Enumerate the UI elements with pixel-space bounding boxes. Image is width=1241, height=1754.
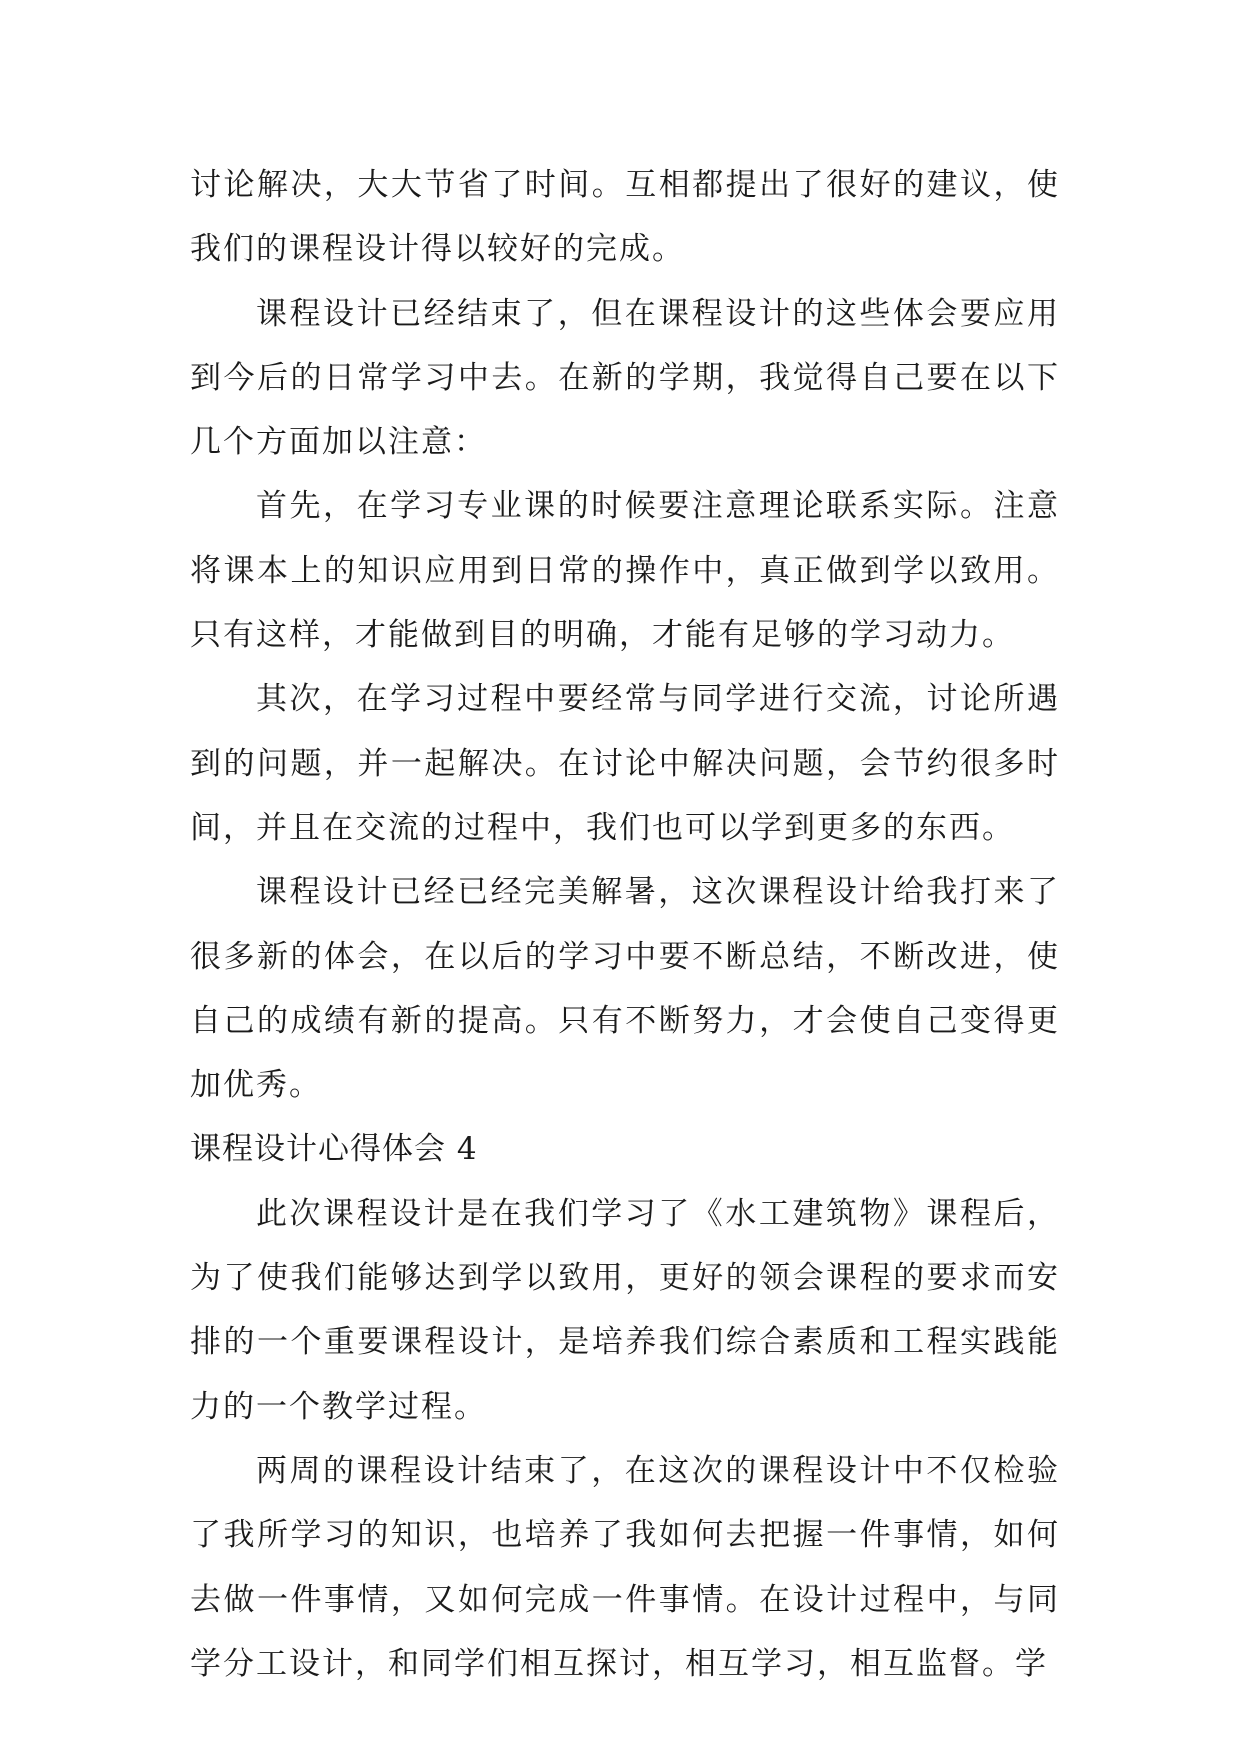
paragraph-continuation: 讨论解决，大大节省了时间。互相都提出了很好的建议，使我们的课程设计得以较好的完成。 xyxy=(190,167,1060,268)
paragraph: 课程设计已经结束了，但在课程设计的这些体会要应用到今后的日常学习中去。在新的学期，我觉得自己要在以下几个方面加以注意： xyxy=(190,295,1060,461)
paragraph: 首先，在学习专业课的时候要注意理论联系实际。注意将课本上的知识应用到日常的操作中，真正做到学以致用。只有这样，才能做到目的明确，才能有足够的学习动力。 xyxy=(190,488,1060,654)
section-heading: 课程设计心得体会 4 xyxy=(190,1131,478,1168)
document-body xyxy=(190,153,1060,1696)
paragraph: 两周的课程设计结束了，在这次的课程设计中不仅检验了我所学习的知识，也培养了我如何去把握一件事情，如何去做一件事情，又如何完成一件事情。在设计过程中，与同学分工设计，和同学们相互探讨，相互学习，相互监督。学 xyxy=(190,1452,1060,1682)
paragraph: 此次课程设计是在我们学习了《水工建筑物》课程后，为了使我们能够达到学以致用，更好的领会课程的要求而安排的一个重要课程设计，是培养我们综合素质和工程实践能力的一个教学过程。 xyxy=(190,1195,1060,1425)
paragraph: 其次，在学习过程中要经常与同学进行交流，讨论所遇到的问题，并一起解决。在讨论中解决问题，会节约很多时间，并且在交流的过程中，我们也可以学到更多的东西。 xyxy=(190,681,1060,846)
paragraph: 课程设计已经已经完美解暑，这次课程设计给我打来了很多新的体会，在以后的学习中要不断总结，不断改进，使自己的成绩有新的提高。只有不断努力，才会使自己变得更加优秀。 xyxy=(190,874,1060,1104)
